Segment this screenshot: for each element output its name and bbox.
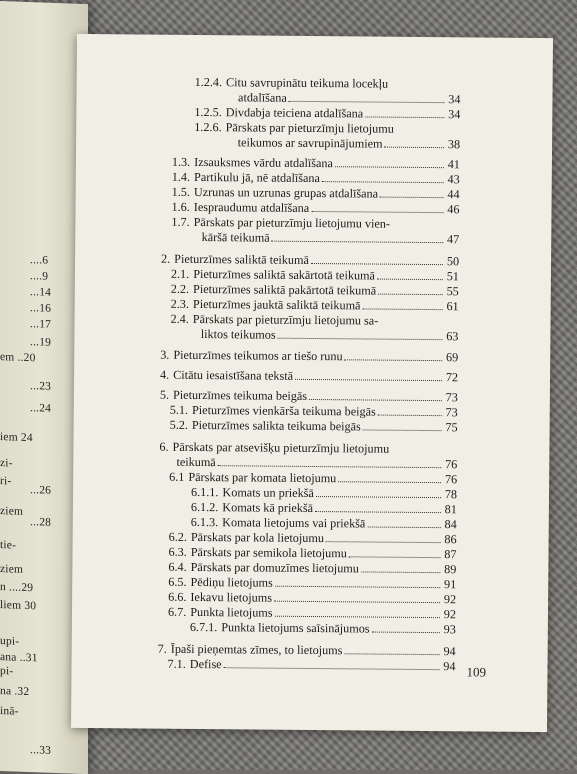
left-page-fragment: pi- bbox=[0, 665, 14, 678]
toc-entry bbox=[168, 560, 456, 577]
toc-entry bbox=[194, 120, 460, 136]
toc-entry bbox=[169, 530, 457, 547]
toc-leader-dots bbox=[275, 606, 441, 618]
toc-entry-title: Pārskats par pieturzīmju lietojumu bbox=[225, 120, 394, 136]
toc-entry-title: Defise bbox=[189, 656, 222, 672]
left-page-fragment: ...17 bbox=[30, 318, 52, 331]
toc-entry bbox=[160, 348, 458, 365]
toc-entry-title: Pieturzīmes teikumos ar tiešo runu bbox=[173, 347, 343, 364]
toc-entry-page: 84 bbox=[444, 517, 457, 532]
toc-leader-dots bbox=[378, 405, 442, 417]
toc-entry-title: Iespraudumu atdalīšana bbox=[193, 199, 310, 215]
toc-entry bbox=[238, 90, 461, 106]
toc-entry-title: Partikulu jā, nē atdalīšana bbox=[194, 169, 321, 186]
toc-entry-title: Pieturzīmes saliktā pakārtotā teikumā bbox=[193, 281, 377, 298]
toc-entry bbox=[191, 485, 457, 501]
toc-entry-page: 76 bbox=[444, 472, 458, 487]
left-page-fragment: ana ..31 bbox=[0, 651, 38, 665]
toc-leader-dots bbox=[224, 657, 440, 670]
toc-entry bbox=[168, 575, 456, 592]
toc-entry-title: teikumos ar savrupinājumiem bbox=[237, 135, 383, 151]
toc-entry-page: 51 bbox=[446, 269, 459, 284]
toc-entry-page: 86 bbox=[444, 532, 457, 547]
left-page-fragment: ...33 bbox=[30, 744, 52, 757]
left-page-fragment: na .32 bbox=[0, 685, 30, 699]
toc-entry bbox=[160, 368, 458, 385]
toc-leader-dots bbox=[315, 501, 441, 513]
toc-entry-page: 43 bbox=[447, 172, 460, 187]
toc-entry bbox=[171, 297, 459, 314]
toc-entry-page: 94 bbox=[443, 644, 456, 659]
toc-entry-title: Pārskats par semikola lietojumu bbox=[190, 544, 347, 561]
toc-entry bbox=[201, 327, 459, 343]
toc-leader-dots bbox=[278, 328, 443, 340]
toc-entry-title: Pārskats par pieturzīmju lietojumu vien- bbox=[193, 214, 391, 231]
toc-entry-number: 1.7. bbox=[171, 214, 190, 229]
left-page-fragment: ...14 bbox=[30, 286, 52, 299]
toc-leader-dots bbox=[365, 106, 444, 118]
toc-entry-number: 4. bbox=[160, 367, 170, 382]
toc-entry-title: Pieturzīmes saliktā sakārtotā teikumā bbox=[193, 266, 376, 283]
toc-entry-title: atdalīšana bbox=[238, 90, 287, 105]
toc-entry-page: 38 bbox=[447, 137, 461, 152]
toc-entry bbox=[176, 455, 457, 471]
toc-entry-page: 61 bbox=[446, 299, 459, 314]
toc-entry-title: Īpaši pieņemtas zīmes, to lietojums bbox=[170, 641, 343, 658]
toc-entry bbox=[167, 657, 455, 674]
toc-entry bbox=[202, 230, 460, 246]
toc-entry-title: Pārskats par pieturzīmju lietojumu sa- bbox=[192, 311, 379, 328]
toc-entry-title: liktos teikumos bbox=[200, 327, 276, 342]
toc-entry-number: 1.5. bbox=[171, 184, 191, 199]
left-page-fragment: ziem bbox=[0, 563, 24, 576]
toc-leader-dots bbox=[338, 471, 441, 483]
page-number: 109 bbox=[466, 664, 487, 680]
toc-entry bbox=[169, 470, 457, 487]
toc-entry-page: 87 bbox=[444, 547, 457, 562]
toc-entry bbox=[172, 170, 460, 187]
toc-entry-number: 6.2. bbox=[168, 529, 187, 544]
toc-entry-number: 2.4. bbox=[170, 311, 189, 326]
toc-entry bbox=[170, 312, 458, 329]
toc-entry-number: 1.3. bbox=[171, 154, 191, 169]
toc-leader-dots bbox=[311, 201, 443, 213]
left-page-fragment: ...23 bbox=[30, 380, 52, 393]
left-page-fragment: em ..20 bbox=[0, 351, 36, 365]
toc-entry bbox=[170, 403, 458, 420]
toc-leader-dots bbox=[218, 455, 442, 468]
toc-entry-page: 78 bbox=[444, 487, 458, 502]
left-page-fragment: ...24 bbox=[30, 402, 52, 415]
right-page bbox=[71, 34, 553, 732]
toc-leader-dots bbox=[295, 369, 442, 381]
left-page-fragment: liem 30 bbox=[0, 599, 37, 613]
toc-entry bbox=[168, 590, 456, 607]
toc-entry-number: 2.3. bbox=[170, 296, 190, 311]
toc-entry-page: 55 bbox=[446, 284, 459, 299]
toc-entry-page: 75 bbox=[445, 420, 458, 435]
toc-entry-number: 6.7. bbox=[167, 604, 187, 619]
toc-entry-page: 73 bbox=[445, 390, 458, 405]
toc-entry-number: 5. bbox=[159, 387, 170, 402]
toc-leader-dots bbox=[345, 349, 443, 361]
toc-entry-number: 6.7.1. bbox=[189, 619, 218, 635]
toc-entry-number: 6.1 bbox=[169, 469, 185, 484]
toc-entry bbox=[158, 642, 456, 659]
toc-entry-title: Punkta lietojums saīsinājumos bbox=[221, 620, 370, 636]
toc-entry-title: Uzrunas un uzrunas grupas atdalīšana bbox=[193, 184, 379, 201]
left-page-fragment: ...16 bbox=[30, 302, 52, 315]
toc-entry-title: Komata lietojums vai priekšā bbox=[222, 515, 366, 531]
toc-entry-number: 6. bbox=[159, 439, 169, 454]
toc-entry-page: 41 bbox=[447, 157, 460, 172]
toc-leader-dots bbox=[385, 137, 445, 149]
toc-entry bbox=[194, 105, 460, 121]
toc-entry bbox=[171, 267, 459, 284]
toc-entry bbox=[190, 620, 456, 636]
toc-entry-page: 69 bbox=[445, 350, 459, 365]
toc-leader-dots bbox=[311, 253, 443, 265]
toc-entry-number: 1.2.6. bbox=[194, 119, 222, 135]
toc-entry bbox=[191, 515, 457, 531]
toc-entry bbox=[238, 135, 461, 151]
toc-entry-title: teikumā bbox=[176, 454, 216, 470]
toc-entry-title: Punkta lietojums bbox=[190, 604, 273, 620]
toc-entry bbox=[160, 388, 458, 405]
left-page-fragment: ...19 bbox=[30, 336, 52, 349]
toc-entry-number: 6.5. bbox=[168, 574, 187, 589]
toc-entry bbox=[168, 605, 456, 622]
toc-entry-title: Pieturzīmes jauktā saliktā teikumā bbox=[192, 296, 361, 313]
toc-entry bbox=[170, 418, 458, 435]
toc-leader-dots bbox=[362, 298, 442, 310]
toc-entry-page: 73 bbox=[445, 405, 458, 420]
toc-entry-number: 6.1.1. bbox=[190, 484, 219, 500]
toc-entry-page: 94 bbox=[443, 659, 456, 674]
table-of-contents bbox=[71, 34, 553, 732]
toc-leader-dots bbox=[316, 486, 441, 498]
toc-leader-dots bbox=[349, 546, 441, 558]
toc-entry-number: 6.1.3. bbox=[190, 514, 219, 530]
left-page-fragment: iem 24 bbox=[0, 431, 33, 445]
toc-entry-title: Pārskats par domuzīmes lietojumu bbox=[190, 559, 359, 576]
toc-entry bbox=[171, 200, 459, 217]
toc-leader-dots bbox=[274, 591, 440, 603]
toc-leader-dots bbox=[344, 643, 439, 655]
toc-leader-dots bbox=[372, 622, 440, 634]
toc-entry-number: 2. bbox=[161, 251, 171, 266]
toc-leader-dots bbox=[335, 156, 444, 168]
toc-entry-page: 93 bbox=[443, 622, 456, 637]
left-page-fragment: ....6 bbox=[30, 254, 49, 267]
left-page-fragment: ....9 bbox=[30, 270, 49, 283]
toc-entry-title: Iekavu lietojums bbox=[190, 589, 273, 605]
toc-leader-dots bbox=[326, 531, 441, 543]
toc-entry-page: 50 bbox=[446, 254, 460, 269]
toc-entry-title: Komats un priekšā bbox=[222, 485, 314, 501]
toc-entry-page: 91 bbox=[444, 577, 457, 592]
toc-entry-page: 92 bbox=[443, 592, 457, 607]
toc-entry-title: Pieturzīmes salikta teikuma beigās bbox=[191, 417, 361, 434]
toc-leader-dots bbox=[377, 269, 443, 281]
toc-leader-dots bbox=[309, 389, 442, 401]
toc-entry bbox=[172, 155, 460, 172]
toc-entry-page: 46 bbox=[447, 202, 460, 217]
toc-entry-title: Pārskats par atsevišķu pieturzīmju lietojumu bbox=[172, 439, 390, 456]
toc-entry-title: Citu savrupinātu teikuma locekļu bbox=[225, 75, 389, 91]
left-page-fragment: ri- bbox=[0, 475, 12, 488]
toc-entry-title: Citātu iesaistīšana tekstā bbox=[173, 367, 294, 383]
left-page-fragment: ziem bbox=[0, 505, 24, 518]
toc-entry bbox=[168, 545, 456, 562]
toc-entry-number: 6.1.2. bbox=[190, 499, 219, 515]
toc-entry-number: 6.4. bbox=[168, 559, 187, 574]
toc-entry-title: Pārskats par komata lietojumu bbox=[188, 469, 337, 486]
toc-entry-number: 6.3. bbox=[168, 544, 187, 559]
toc-entry-page: 34 bbox=[448, 92, 461, 107]
toc-leader-dots bbox=[289, 91, 445, 103]
toc-entry-number: 7.1. bbox=[167, 656, 186, 671]
toc-entry-page: 47 bbox=[447, 232, 460, 247]
toc-entry-number: 1.4. bbox=[171, 169, 191, 184]
toc-leader-dots bbox=[322, 171, 444, 183]
toc-entry bbox=[171, 215, 459, 232]
toc-entry bbox=[195, 75, 461, 91]
toc-entry-title: Pieturzīmes teikuma beigās bbox=[172, 387, 308, 403]
toc-entry-number: 1.2.4. bbox=[194, 74, 223, 90]
left-page-fragment: inā- bbox=[0, 705, 19, 718]
left-page-fragment: tie- bbox=[0, 539, 17, 552]
toc-entry-number: 3. bbox=[160, 347, 170, 362]
toc-entry-page: 72 bbox=[445, 370, 459, 385]
toc-entry-number: 6.6. bbox=[168, 589, 187, 604]
toc-entry-page: 34 bbox=[448, 107, 461, 122]
toc-entry-number: 1.6. bbox=[171, 199, 190, 214]
toc-entry-title: Divdabja teiciena atdalīšana bbox=[225, 105, 364, 121]
toc-entry-title: Pieturzīmes saliktā teikumā bbox=[174, 251, 309, 267]
toc-entry bbox=[172, 185, 460, 202]
toc-leader-dots bbox=[367, 516, 440, 528]
toc-entry-page: 76 bbox=[445, 457, 458, 472]
left-page-fragment: ...28 bbox=[30, 516, 52, 529]
toc-entry-title: Izsauksmes vārdu atdalīšana bbox=[194, 154, 334, 171]
toc-entry-page: 89 bbox=[444, 562, 457, 577]
toc-entry bbox=[161, 252, 459, 269]
toc-entry-page: 92 bbox=[443, 607, 457, 622]
toc-leader-dots bbox=[275, 576, 441, 588]
left-page-fragment: ...26 bbox=[30, 484, 52, 497]
toc-entry-number: 5.2. bbox=[169, 417, 188, 432]
toc-entry-number: 2.1. bbox=[170, 266, 190, 281]
toc-entry-title: Komats kā priekšā bbox=[222, 500, 314, 516]
toc-entry-title: Pārskats par kola lietojumu bbox=[190, 529, 325, 546]
toc-entry-title: kāršā teikumā bbox=[201, 230, 270, 245]
left-page-fragment: n ....29 bbox=[0, 581, 34, 595]
toc-entry-number: 7. bbox=[157, 641, 167, 656]
toc-entry-title: Pieturzīmes vienkārša teikuma beigās bbox=[191, 402, 376, 419]
toc-leader-dots bbox=[272, 231, 444, 243]
left-page-fragment: upi- bbox=[0, 635, 20, 648]
toc-leader-dots bbox=[363, 419, 442, 431]
toc-entry bbox=[159, 440, 457, 457]
toc-entry-number: 1.2.5. bbox=[194, 104, 222, 120]
toc-entry-page: 44 bbox=[447, 187, 460, 202]
toc-entry-title: Pēdiņu lietojums bbox=[190, 574, 273, 590]
toc-entry-page: 63 bbox=[446, 329, 459, 344]
toc-entry-page: 81 bbox=[444, 502, 457, 517]
toc-entry-number: 5.1. bbox=[169, 402, 189, 417]
toc-leader-dots bbox=[380, 187, 444, 199]
toc-entry-number: 2.2. bbox=[170, 281, 190, 296]
toc-entry bbox=[171, 282, 459, 299]
toc-entry bbox=[191, 500, 457, 516]
left-page-fragment: zi- bbox=[0, 457, 13, 470]
toc-leader-dots bbox=[378, 284, 443, 296]
toc-leader-dots bbox=[361, 561, 441, 573]
